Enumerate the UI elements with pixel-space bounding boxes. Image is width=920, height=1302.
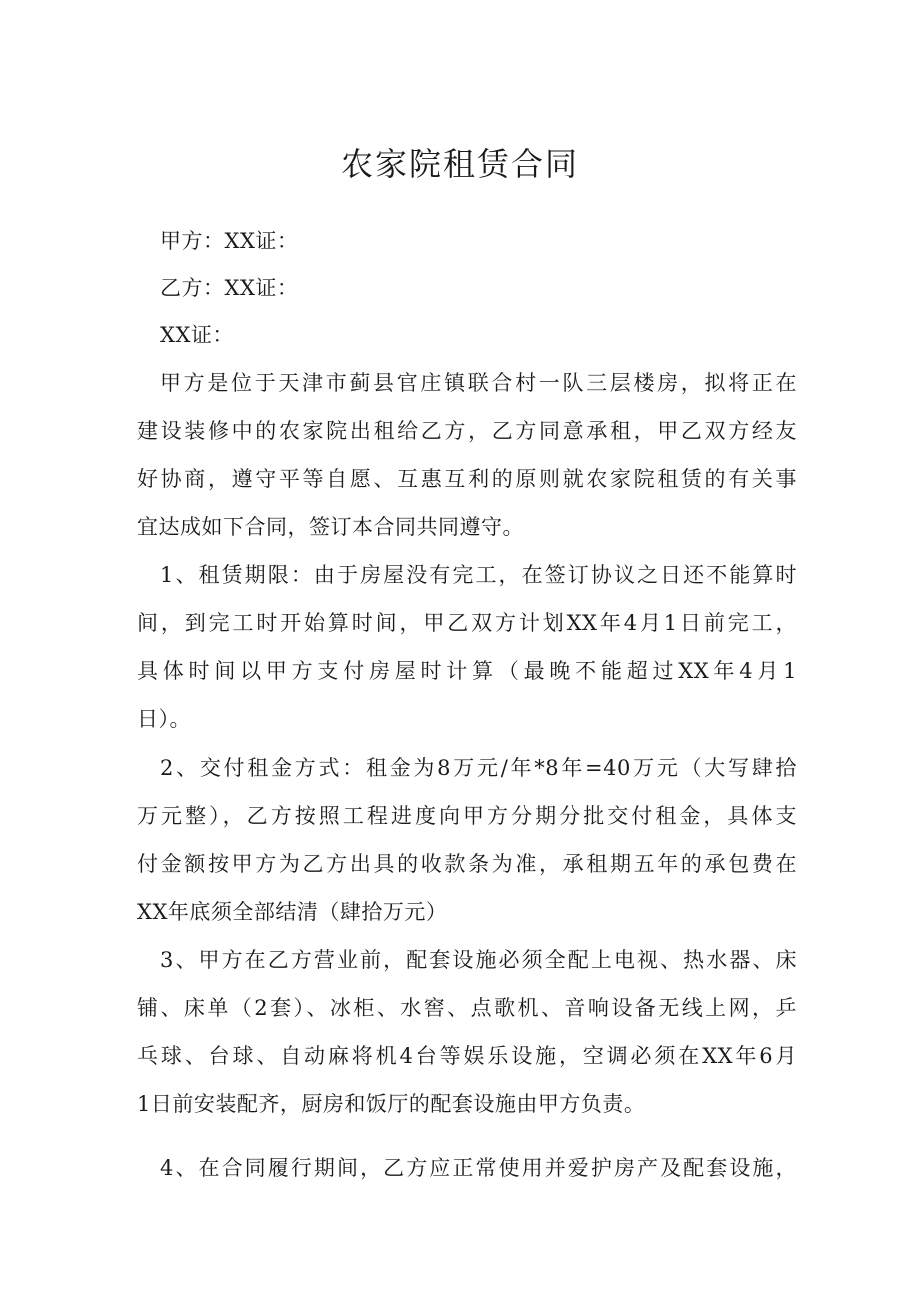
clause-3-line: 铺、床单（2套）、冰柜、水窖、点歌机、音响设备无线上网，乒 — [137, 996, 797, 1020]
clause-1-line: 具体时间以甲方支付房屋时计算（最晚不能超过XX年4月1 — [137, 659, 797, 683]
paragraph-line: 甲方是位于天津市蓟县官庄镇联合村一队三层楼房，拟将正在 — [160, 371, 797, 395]
paragraph-line: 宜达成如下合同，签订本合同共同遵守。 — [137, 515, 524, 539]
clause-3-line: 3、甲方在乙方营业前，配套设施必须全配上电视、热水器、床 — [160, 948, 797, 972]
clause-2-line: 万元整），乙方按照工程进度向甲方分期分批交付租金，具体支 — [137, 804, 797, 828]
paragraph-line: 建设装修中的农家院出租给乙方，乙方同意承租，甲乙双方经友 — [137, 419, 797, 443]
id-line: XX证： — [160, 323, 234, 347]
paragraph-line: 好协商，遵守平等自愿、互惠互利的原则就农家院租赁的有关事 — [137, 467, 797, 491]
clause-1-line: 间，到完工时开始算时间，甲乙双方计划XX年4月1日前完工， — [137, 611, 797, 635]
clause-3-line: 乓球、台球、自动麻将机4台等娱乐设施，空调必须在XX年6月 — [137, 1044, 797, 1068]
document-title: 农家院租赁合同 — [340, 145, 579, 183]
clause-2-line: 付金额按甲方为乙方出具的收款条为准，承租期五年的承包费在 — [137, 852, 797, 876]
clause-1-line: 日）。 — [137, 707, 191, 731]
party-a-line: 甲方：XX证： — [160, 229, 299, 253]
clause-4-line: 4、在合同履行期间，乙方应正常使用并爱护房产及配套设施， — [160, 1156, 797, 1180]
clause-1-line: 1、租赁期限：由于房屋没有完工，在签订协议之日还不能算时 — [160, 563, 797, 587]
clause-2-line: 2、交付租金方式：租金为8万元/年*8年=40万元（大写肆拾 — [160, 756, 797, 780]
party-b-line: 乙方：XX证： — [160, 276, 299, 300]
clause-3-line: 1日前安装配齐，厨房和饭厅的配套设施由甲方负责。 — [137, 1092, 646, 1116]
clause-2-line: XX年底须全部结清（肆拾万元） — [137, 900, 448, 924]
